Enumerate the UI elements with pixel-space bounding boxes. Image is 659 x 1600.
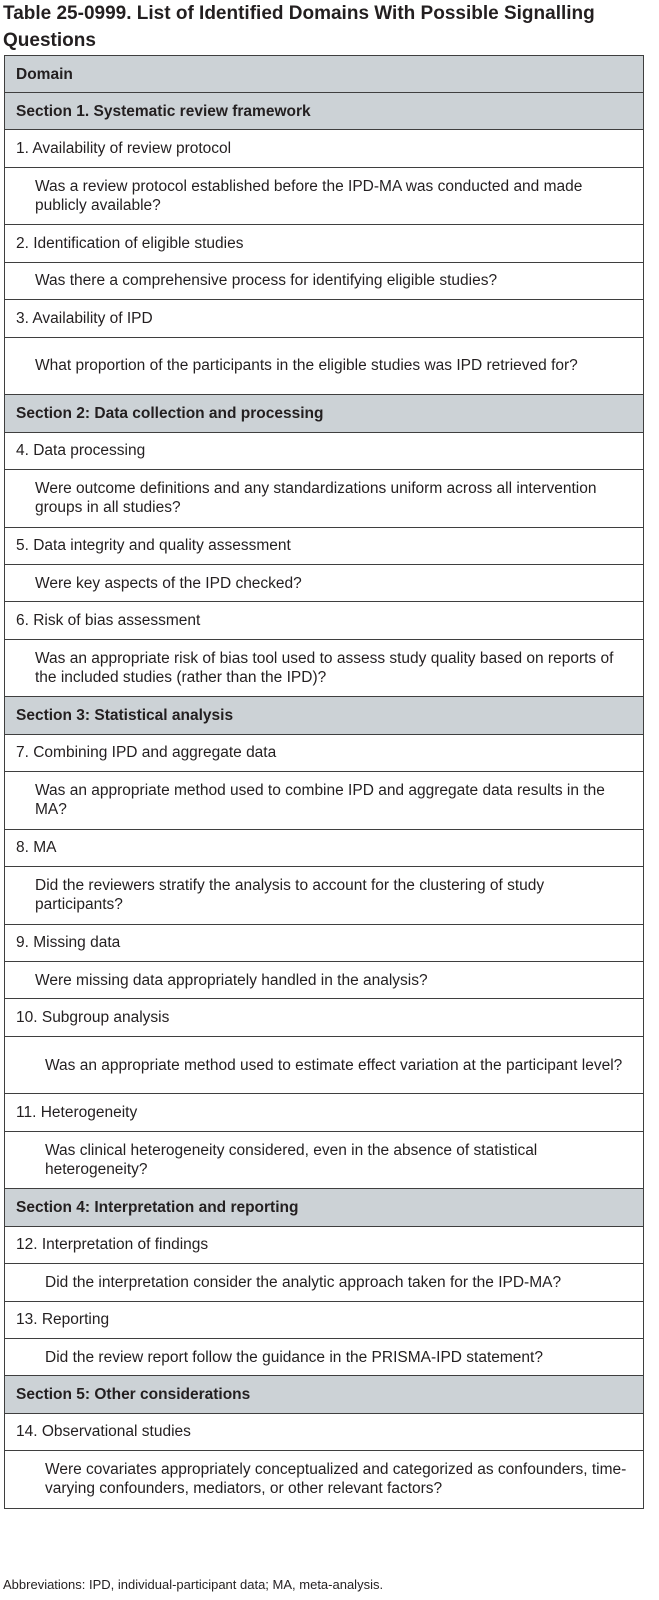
question-row [5,962,644,999]
header-cell-domain: Domain [5,56,644,93]
domain-cell: 13. Reporting [5,1301,644,1338]
domain-row [5,999,644,1036]
question-row [5,469,644,527]
domain-cell: 1. Availability of review protocol [5,130,644,167]
question-cell: Were covariates appropriately conceptualized and categorized as confounders, time-varying confounders, mediators, or other relevant factors? [5,1451,644,1509]
domain-row [5,734,644,771]
domain-row [5,432,644,469]
question-cell: Was an appropriate risk of bias tool used to assess study quality based on reports of the included studies (rather than the IPD)? [5,639,644,697]
question-cell: Was an appropriate method used to estimate effect variation at the participant level? [5,1036,644,1094]
question-row [5,1131,644,1189]
question-cell: What proportion of the participants in the eligible studies was IPD retrieved for? [5,337,644,395]
domain-row [5,527,644,564]
question-cell: Was there a comprehensive process for identifying eligible studies? [5,262,644,299]
question-cell: Were outcome definitions and any standardizations uniform across all intervention groups in all studies? [5,469,644,527]
section-cell: Section 2: Data collection and processing [5,395,644,432]
table-footnote: Abbreviations: IPD, individual-participant data; MA, meta-analysis. [3,1577,384,1592]
question-cell: Did the interpretation consider the analytic approach taken for the IPD-MA? [5,1264,644,1301]
section-row [5,1376,644,1413]
section-row [5,697,644,734]
section-row [5,1189,644,1226]
domain-cell: 4. Data processing [5,432,644,469]
section-cell: Section 5: Other considerations [5,1376,644,1413]
question-row [5,337,644,395]
domain-row [5,300,644,337]
domain-row [5,130,644,167]
section-row [5,395,644,432]
section-cell: Section 3: Statistical analysis [5,697,644,734]
domain-row [5,829,644,866]
question-row [5,1264,644,1301]
domain-cell: 6. Risk of bias assessment [5,602,644,639]
domain-cell: 8. MA [5,829,644,866]
question-cell: Was clinical heterogeneity considered, even in the absence of statistical heterogeneity? [5,1131,644,1189]
question-cell: Was an appropriate method used to combine IPD and aggregate data results in the MA? [5,772,644,830]
question-row [5,167,644,225]
domain-cell: 14. Observational studies [5,1413,644,1450]
domain-cell: 2. Identification of eligible studies [5,225,644,262]
table-title: Table 25-0999. List of Identified Domains With Possible Signalling Questions [3,3,595,51]
question-cell: Did the reviewers stratify the analysis to account for the clustering of study participants? [5,867,644,925]
question-row [5,639,644,697]
question-cell: Was a review protocol established before the IPD-MA was conducted and made publicly available? [5,167,644,225]
section-row [5,93,644,130]
domain-row [5,924,644,961]
domain-cell: 12. Interpretation of findings [5,1226,644,1263]
domain-row [5,1226,644,1263]
question-row [5,772,644,830]
question-row [5,1036,644,1094]
question-row [5,1451,644,1509]
table-header-row [5,56,644,93]
domain-cell: 7. Combining IPD and aggregate data [5,734,644,771]
question-row [5,262,644,299]
domain-cell: 10. Subgroup analysis [5,999,644,1036]
domains-table [4,55,644,1509]
domain-cell: 9. Missing data [5,924,644,961]
domain-cell: 3. Availability of IPD [5,300,644,337]
question-cell: Did the review report follow the guidance in the PRISMA-IPD statement? [5,1338,644,1375]
domain-row [5,602,644,639]
domain-row [5,1301,644,1338]
domain-row [5,1413,644,1450]
question-cell: Were missing data appropriately handled in the analysis? [5,962,644,999]
domain-cell: 5. Data integrity and quality assessment [5,527,644,564]
question-row [5,1338,644,1375]
table-body [5,56,644,1509]
section-cell: Section 4: Interpretation and reporting [5,1189,644,1226]
domain-cell: 11. Heterogeneity [5,1094,644,1131]
domain-row [5,225,644,262]
section-cell: Section 1. Systematic review framework [5,93,644,130]
domain-row [5,1094,644,1131]
question-row [5,564,644,601]
question-row [5,867,644,925]
question-cell: Were key aspects of the IPD checked? [5,564,644,601]
